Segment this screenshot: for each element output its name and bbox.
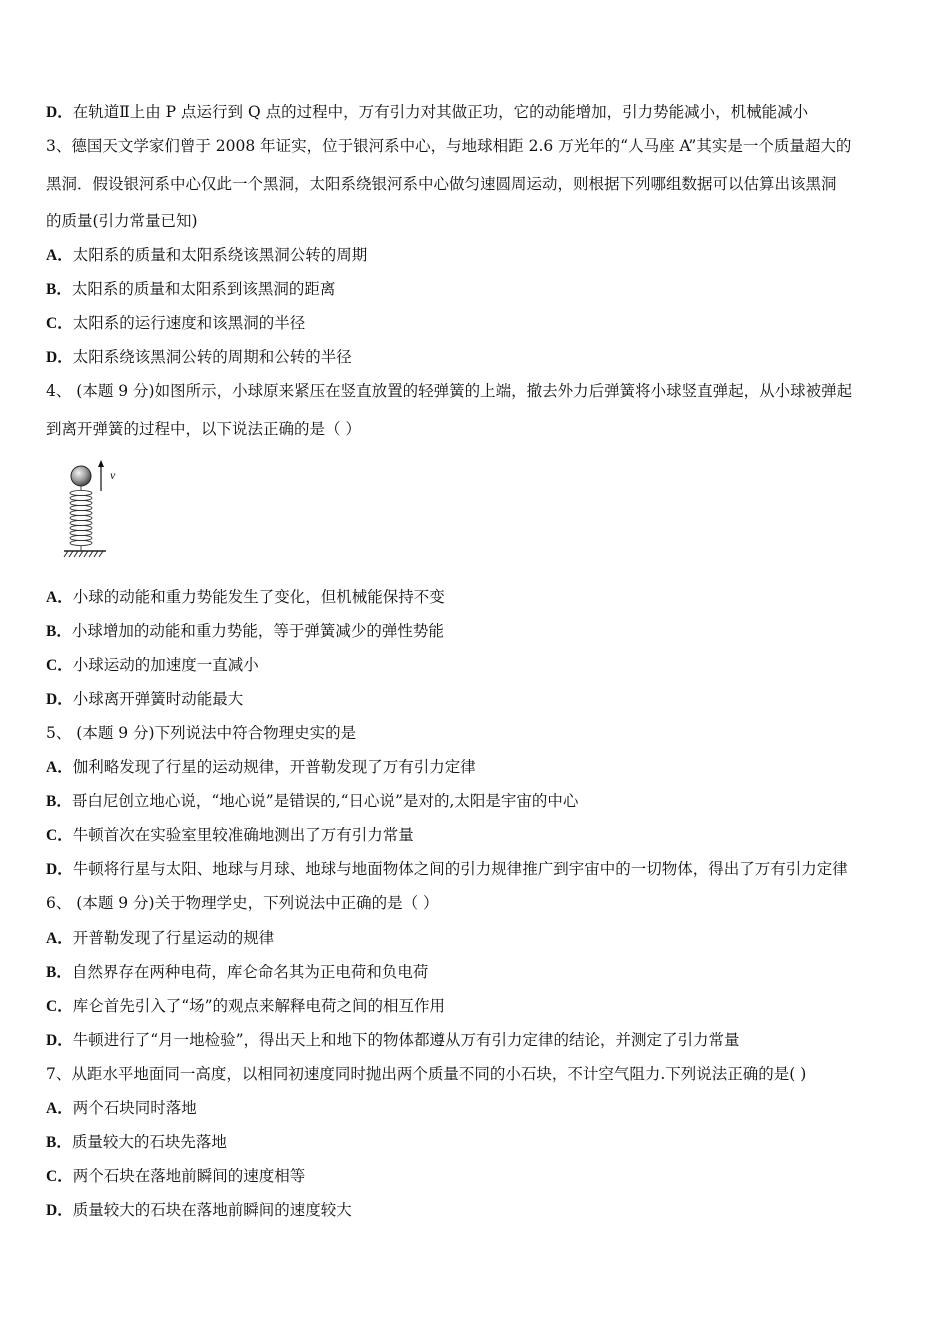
option-text: 太阳系的质量和太阳系绕该黑洞公转的周期 xyxy=(72,246,368,264)
option-label: A． xyxy=(46,759,73,776)
q7-stem-line-1: 7、从距水平地面同一高度，以相同初速度同时抛出两个质量不同的小石块，不计空气阻力.下列说法正确的是( ) xyxy=(46,1065,807,1083)
option-label: B． xyxy=(46,964,72,981)
option-label: D． xyxy=(46,349,73,366)
option-text: 太阳系的运行速度和该黑洞的半径 xyxy=(72,314,306,332)
option-text: 质量较大的石块先落地 xyxy=(71,1133,227,1151)
option-label: A． xyxy=(46,247,73,264)
option-text: 牛顿将行星与太阳、地球与月球、地球与地面物体之间的引力规律推广到宇宙中的一切物体，得出了万有引力定律 xyxy=(72,860,848,878)
option-label: C． xyxy=(46,657,73,674)
option-label: B． xyxy=(46,281,72,298)
q7-option-d xyxy=(46,1200,926,1221)
q6-option-d xyxy=(46,1030,926,1051)
option-label: B． xyxy=(46,1134,72,1151)
q5-option-a xyxy=(46,757,926,778)
option-label: D． xyxy=(46,104,73,121)
option-text: 自然界存在两种电荷，库仑命名其为正电荷和负电荷 xyxy=(71,963,429,981)
q2-option-d xyxy=(46,102,926,123)
option-text: 牛顿进行了“月一地检验”，得出天上和地下的物体都遵从万有引力定律的结论，并测定了引力常量 xyxy=(72,1031,740,1049)
option-text: 开普勒发现了行星运动的规律 xyxy=(72,929,275,947)
option-label: B． xyxy=(46,623,72,640)
option-text: 伽利略发现了行星的运动规律，开普勒发现了万有引力定律 xyxy=(72,758,476,776)
ground-icon xyxy=(64,551,106,557)
option-text: 小球运动的加速度一直减小 xyxy=(72,656,259,674)
spring-icon xyxy=(70,486,92,551)
ball-icon xyxy=(71,466,91,486)
q3-stem-line-2: 黑洞．假设银河系中心仅此一个黑洞，太阳系绕银河系中心做匀速圆周运动，则根据下列哪组数据可以估算出该黑洞 xyxy=(46,175,837,193)
q3-stem-line-3: 的质量(引力常量已知) xyxy=(46,212,198,230)
q3-option-c xyxy=(46,313,926,334)
option-text: 太阳系的质量和太阳系到该黑洞的距离 xyxy=(71,280,336,298)
q5-option-b xyxy=(46,791,926,812)
q3-option-a xyxy=(46,245,926,266)
option-text: 小球增加的动能和重力势能，等于弹簧减少的弹性势能 xyxy=(71,622,444,640)
q7-option-b xyxy=(46,1132,926,1153)
option-text: 质量较大的石块在落地前瞬间的速度较大 xyxy=(72,1201,352,1219)
q5-option-d xyxy=(46,859,926,880)
option-text: 库仑首先引入了“场”的观点来解释电荷之间的相互作用 xyxy=(72,997,446,1015)
q4-stem-line-1: 4、 (本题 9 分)如图所示，小球原来紧压在竖直放置的轻弹簧的上端，撤去外力后弹簧将小球竖直弹起，从小球被弹起 xyxy=(46,382,853,400)
ball-spring-figure xyxy=(62,458,126,564)
option-text: 哥白尼创立地心说，“地心说”是错误的,“日心说”是对的,太阳是宇宙的中心 xyxy=(71,792,579,810)
velocity-arrow-icon xyxy=(98,460,104,491)
option-label: C． xyxy=(46,998,73,1015)
option-text: 小球离开弹簧时动能最大 xyxy=(72,690,244,708)
q6-option-c xyxy=(46,996,926,1017)
option-label: B． xyxy=(46,793,72,810)
q4-option-d xyxy=(46,689,926,710)
option-text: 太阳系绕该黑洞公转的周期和公转的半径 xyxy=(72,348,352,366)
q4-stem-line-2: 到离开弹簧的过程中，以下说法正确的是（ ） xyxy=(46,420,361,438)
option-label: A． xyxy=(46,930,73,947)
q4-option-a xyxy=(46,587,926,608)
q7-option-a xyxy=(46,1098,926,1119)
option-label: A． xyxy=(46,589,73,606)
option-text: 小球的动能和重力势能发生了变化，但机械能保持不变 xyxy=(72,588,445,606)
velocity-label: v xyxy=(110,468,116,482)
option-label: D． xyxy=(46,861,73,878)
q6-stem-line-1: 6、 (本题 9 分)关于物理学史，下列说法中正确的是（ ） xyxy=(46,894,439,912)
q3-stem-line-1: 3、德国天文学家们曾于 2008 年证实，位于银河系中心，与地球相距 2.6 万光年的“人马座 A”其实是一个质量超大的 xyxy=(46,137,852,155)
option-label: C． xyxy=(46,1168,73,1185)
q6-option-b xyxy=(46,962,926,983)
option-label: C． xyxy=(46,315,73,332)
q4-option-c xyxy=(46,655,926,676)
q4-option-b xyxy=(46,621,926,642)
option-label: D． xyxy=(46,1202,73,1219)
option-text: 两个石块同时落地 xyxy=(72,1099,197,1117)
option-text: 两个石块在落地前瞬间的速度相等 xyxy=(72,1167,306,1185)
option-text: 在轨道Ⅱ上由 P 点运行到 Q 点的过程中，万有引力对其做正功，它的动能增加，引力势能减小，机械能减小 xyxy=(72,103,809,121)
option-label: D． xyxy=(46,1032,73,1049)
q3-option-d xyxy=(46,347,926,368)
q7-option-c xyxy=(46,1166,926,1187)
q5-stem-line-1: 5、 (本题 9 分)下列说法中符合物理史实的是 xyxy=(46,724,357,742)
q6-option-a xyxy=(46,928,926,949)
q5-option-c xyxy=(46,825,926,846)
option-label: D． xyxy=(46,691,73,708)
q3-option-b xyxy=(46,279,926,300)
option-text: 牛顿首次在实验室里较准确地测出了万有引力常量 xyxy=(72,826,414,844)
option-label: C． xyxy=(46,827,73,844)
option-label: A． xyxy=(46,1100,73,1117)
